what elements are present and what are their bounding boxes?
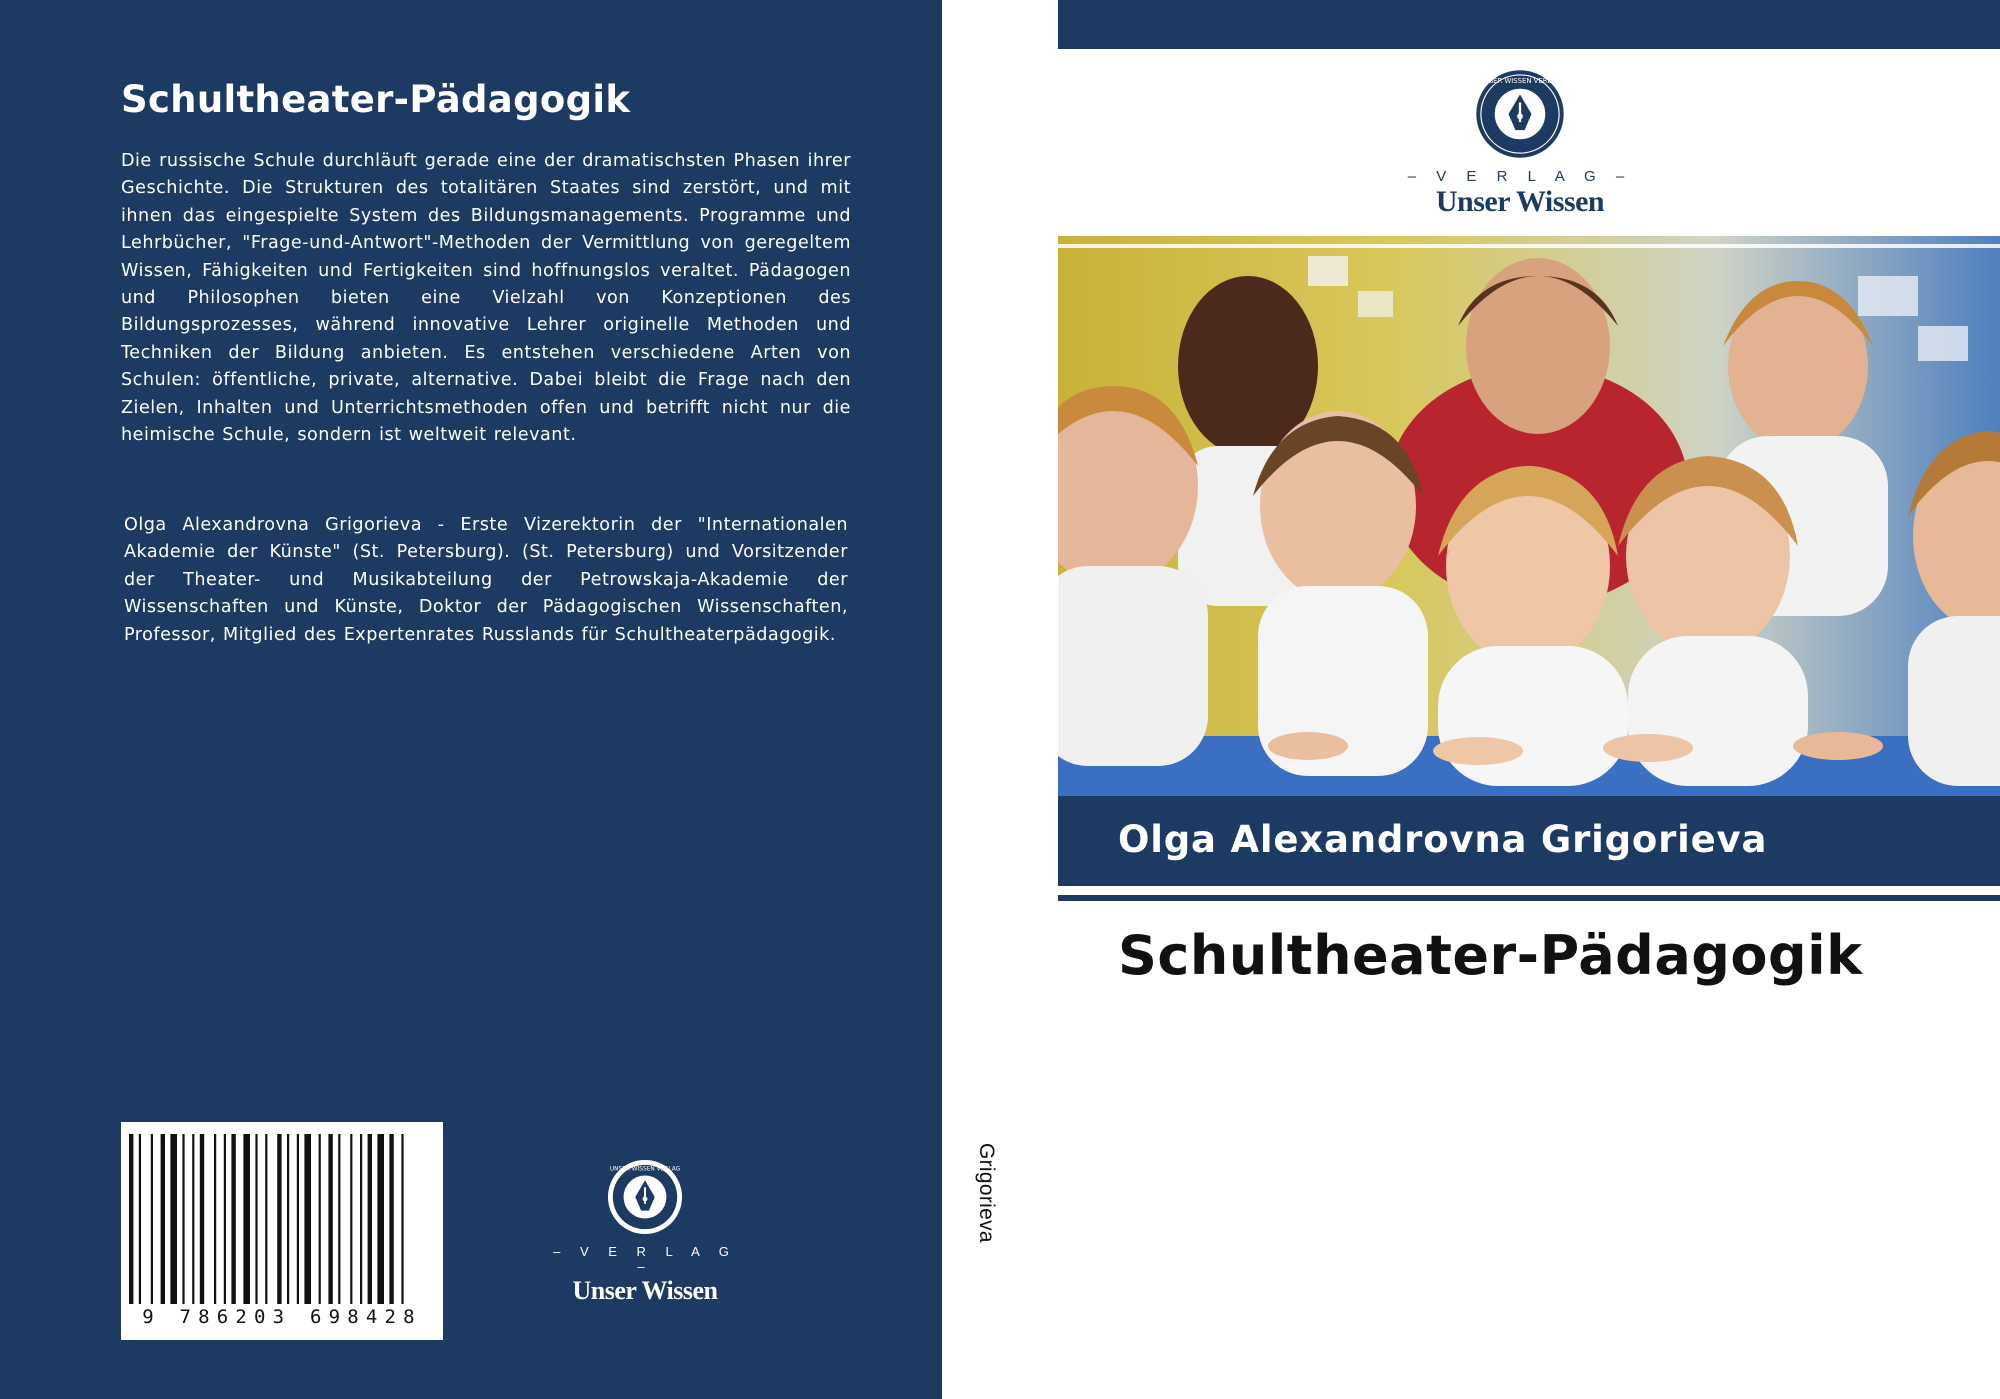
back-publisher-name: Unser Wissen <box>572 1276 718 1305</box>
front-publisher-name: Unser Wissen <box>1435 185 1605 218</box>
barcode-bar <box>170 1134 177 1304</box>
spine-author: Grigorieva <box>975 1143 998 1243</box>
barcode-digits: 9 786203 698428 <box>142 1306 422 1328</box>
barcode-bar <box>214 1134 216 1304</box>
author-band <box>1058 796 2000 886</box>
front-publisher-logo <box>1400 68 1640 219</box>
seal-text: UNSER WISSEN VERLAG <box>609 1166 681 1173</box>
barcode-bar <box>161 1134 165 1304</box>
barcode-bar <box>231 1134 235 1304</box>
publisher-seal-icon <box>606 1158 684 1236</box>
barcode-bar <box>319 1134 321 1304</box>
barcode-bar <box>151 1134 153 1304</box>
barcode-bar <box>368 1134 372 1304</box>
barcode-bar <box>304 1134 311 1304</box>
barcode-bar <box>192 1134 194 1304</box>
barcode-bar <box>338 1134 340 1304</box>
back-cover <box>0 0 942 1399</box>
front-top-bar <box>1058 0 2000 49</box>
barcode-bar <box>200 1134 204 1304</box>
publisher-seal-icon <box>1474 68 1566 160</box>
barcode-bar <box>297 1134 299 1304</box>
barcode-bar <box>328 1134 332 1304</box>
barcode-bar <box>401 1134 403 1304</box>
barcode-bar <box>360 1134 362 1304</box>
back-cover-blurb: Die russische Schule durchläuft gerade eine der dramatischsten Phasen ihrer Geschichte. Die Strukturen des totalitären Staates sind zerstört, und mit ihnen das eingespielte System des Bildungsmanagements. Programme und Lehrbücher, "Frage-und-Antwort"-Methoden der Vermittlung von geregeltem Wissen, Fähigkeiten und Fertigkeiten sind hoffnungslos veraltet. Pädagogen und Philosophen bieten eine Vielzahl von Konzeptionen des Bildungsprozesses, während innovative Lehrer originelle Methoden und Techniken der Bildung anbieten. Es entstehen verschiedene Arten von Schulen: öffentliche, private, alternative. Dabei bleibt die Frage nach den Zielen, Inhalten und Unterrichtsmethoden offen und betrifft nicht nur die heimische Schule, sondern ist weltweit relevant. <box>121 151 851 446</box>
barcode-bar <box>350 1134 352 1304</box>
seal-text: UNSER WISSEN VERLAG <box>1478 76 1562 85</box>
barcode-bar <box>377 1134 384 1304</box>
barcode-bar <box>139 1134 141 1304</box>
barcode-bar <box>243 1134 250 1304</box>
barcode-bar <box>389 1134 393 1304</box>
title-rule <box>1058 895 2000 901</box>
cover-photo <box>1058 236 2000 796</box>
barcode-bar <box>255 1134 257 1304</box>
isbn-barcode <box>121 1122 443 1340</box>
front-author-name: Olga Alexandrovna Grigorieva <box>1118 818 1768 861</box>
barcode-bar <box>277 1134 281 1304</box>
author-bio: Olga Alexandrovna Grigorieva - Erste Vizerektorin der "Internationalen Akademie der Künste" (St. Petersburg). (St. Petersburg) und Vorsitzender der Theater- und Musikabteilung der Petrowskaja-Akademie der Wissenschaften und Künste, Doktor der Pädagogischen Wissenschaften, Professor, Mitglied des Expertenrates Russlands für Schultheaterpädagogik. <box>124 515 848 645</box>
back-verlag-label: – V E R L A G – <box>553 1244 737 1274</box>
front-title: Schultheater-Pädagogik <box>1118 924 1863 987</box>
barcode-bar <box>287 1134 289 1304</box>
barcode-bar <box>265 1134 267 1304</box>
barcode-bar <box>224 1134 226 1304</box>
barcode-bar <box>129 1134 133 1304</box>
back-publisher-logo <box>545 1158 745 1306</box>
front-verlag-label: – V E R L A G – <box>1407 168 1633 185</box>
barcode-bar <box>182 1134 184 1304</box>
classroom-children-image <box>1058 236 2000 796</box>
back-cover-title: Schultheater-Pädagogik <box>121 78 631 121</box>
